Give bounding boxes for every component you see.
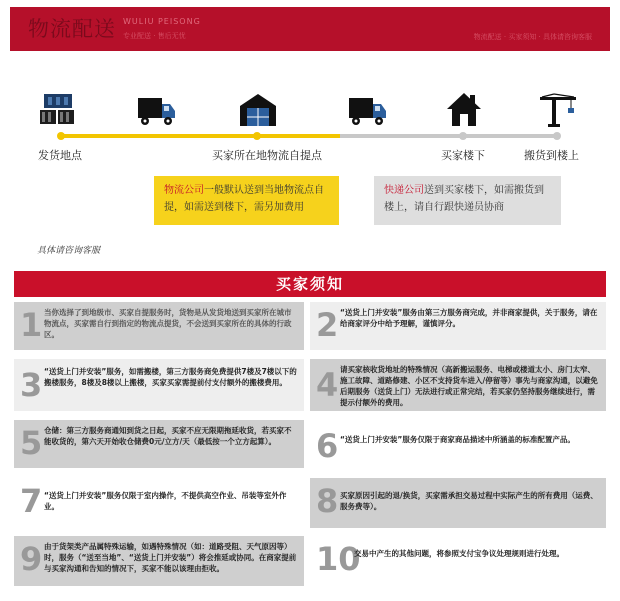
header-banner xyxy=(10,7,610,51)
notice-item-number: 8 xyxy=(316,482,339,520)
notice-item-text: “送货上门并安装”服务，如需搬楼，第三方服务商免费提供7楼及7楼以下的搬楼服务，8楼及8楼以上搬楼，买家买家需提前付支付额外的搬楼费用。 xyxy=(44,367,297,387)
notice-item-text: “送货上门并安装”服务由第三方服务商完成，并非商家提供，关于服务，请在给商家评分中给予理解，谨慎评分。 xyxy=(340,308,598,328)
timeline-dot xyxy=(57,132,65,140)
notice-item-number: 4 xyxy=(316,366,339,404)
truck-icon xyxy=(137,92,177,128)
notice-item-number: 6 xyxy=(316,427,339,465)
notice-item xyxy=(14,302,304,350)
notice-item xyxy=(310,478,606,528)
step-label-downstairs: 买家楼下 xyxy=(441,149,485,162)
notice-item xyxy=(14,478,304,528)
timeline-dot xyxy=(459,132,467,140)
notice-item-text: 仓储：第三方服务商通知到货之日起，买家不应无限期拖延收货，若买家不能收货的，第六天开始收仓储费0元/立方/天（最低按一个立方起算）。 xyxy=(44,426,292,446)
banner-right-text: 物流配送 · 买家须知 · 具体请咨询客服 xyxy=(473,33,592,41)
notice-item xyxy=(310,359,606,411)
delivery-timeline xyxy=(60,134,560,138)
notice-item-text: 交易中产生的其他问题，将参照支付宝争议处理规则进行处理。 xyxy=(354,549,564,558)
notice-item xyxy=(310,536,606,586)
notice-item xyxy=(14,536,304,586)
notice-item-number: 7 xyxy=(20,482,43,520)
crane-icon xyxy=(538,92,578,128)
note-highlight: 快递公司 xyxy=(384,185,424,196)
notice-item-number: 10 xyxy=(316,540,361,578)
timeline-dot xyxy=(553,132,561,140)
logistics-company-note xyxy=(154,176,339,225)
banner-title: 物流配送 xyxy=(28,17,116,41)
step-label-upstairs: 搬货到楼上 xyxy=(524,149,579,162)
notice-item-number: 2 xyxy=(316,306,339,344)
notice-item-number: 9 xyxy=(20,540,43,578)
notice-item-text: 当你选择了到地级市、买家自提服务时，货物是从发货地送到买家所在城市物流点，买家需自行到指定的物流点提货，不会送到买家所在的具体的行政区。 xyxy=(44,308,292,339)
notice-item xyxy=(14,359,304,411)
contact-service-tip: 具体请咨询客服 xyxy=(37,246,101,256)
note-text: 送到买家楼下，如需搬货到楼上，请自行跟快递员协商 xyxy=(384,185,544,213)
notice-item-text: 由于货架类产品属特殊运输，如遇特殊情况（如：道路受阻、天气原因等）时，服务（“送至当地”、“送货上门并安装”）将会推延或协同。在商家提前与买家沟通和告知的情况下，买家不能以该理由拒收。 xyxy=(44,542,297,573)
courier-company-note xyxy=(374,176,561,225)
step-label-pickup-point: 买家所在地物流自提点 xyxy=(212,149,322,162)
banner-subtitle: WULIU PEISONG xyxy=(123,17,201,26)
buyer-notice-title: 买家须知 xyxy=(14,271,606,297)
truck-icon xyxy=(348,92,388,128)
notice-item-number: 3 xyxy=(20,366,43,404)
warehouse-boxes-icon xyxy=(38,92,78,128)
notice-item-number: 1 xyxy=(20,306,43,344)
note-text: 一般默认送到当地物流点自提，如需送到楼下，需另加费用 xyxy=(164,185,324,213)
notice-item xyxy=(310,420,606,468)
depot-building-icon xyxy=(238,92,278,128)
notice-item-text: “送货上门并安装”服务仅限于商家商品描述中所涵盖的标准配置产品。 xyxy=(340,435,575,444)
notice-item-text: 买家原因引起的退/换货，买家需承担交易过程中实际产生的所有费用（运费、服务费等）。 xyxy=(340,491,598,511)
notice-item xyxy=(310,302,606,350)
timeline-dot xyxy=(253,132,261,140)
notice-item-number: 5 xyxy=(20,424,43,462)
step-label-origin: 发货地点 xyxy=(38,149,82,162)
banner-tagline: 专业配送 · 售后无忧 xyxy=(123,32,186,40)
note-highlight: 物流公司 xyxy=(164,185,204,196)
notice-item-text: “送货上门并安装”服务仅限于室内操作，不提供高空作业、吊装等室外作业。 xyxy=(44,491,287,511)
notice-item-text: 请买家核收货地址的特殊情况（高新搬运服务、电梯或楼道太小、房门太窄、施工故障、道路修建、小区不支持货车进入/停留等）事先与商家沟通，以避免后期服务（送货上门）无法进行或正常完结，若买家仍坚持服务继续进行，需提示付额外的费用。 xyxy=(340,365,598,407)
house-icon xyxy=(444,92,484,128)
notice-item xyxy=(14,420,304,468)
